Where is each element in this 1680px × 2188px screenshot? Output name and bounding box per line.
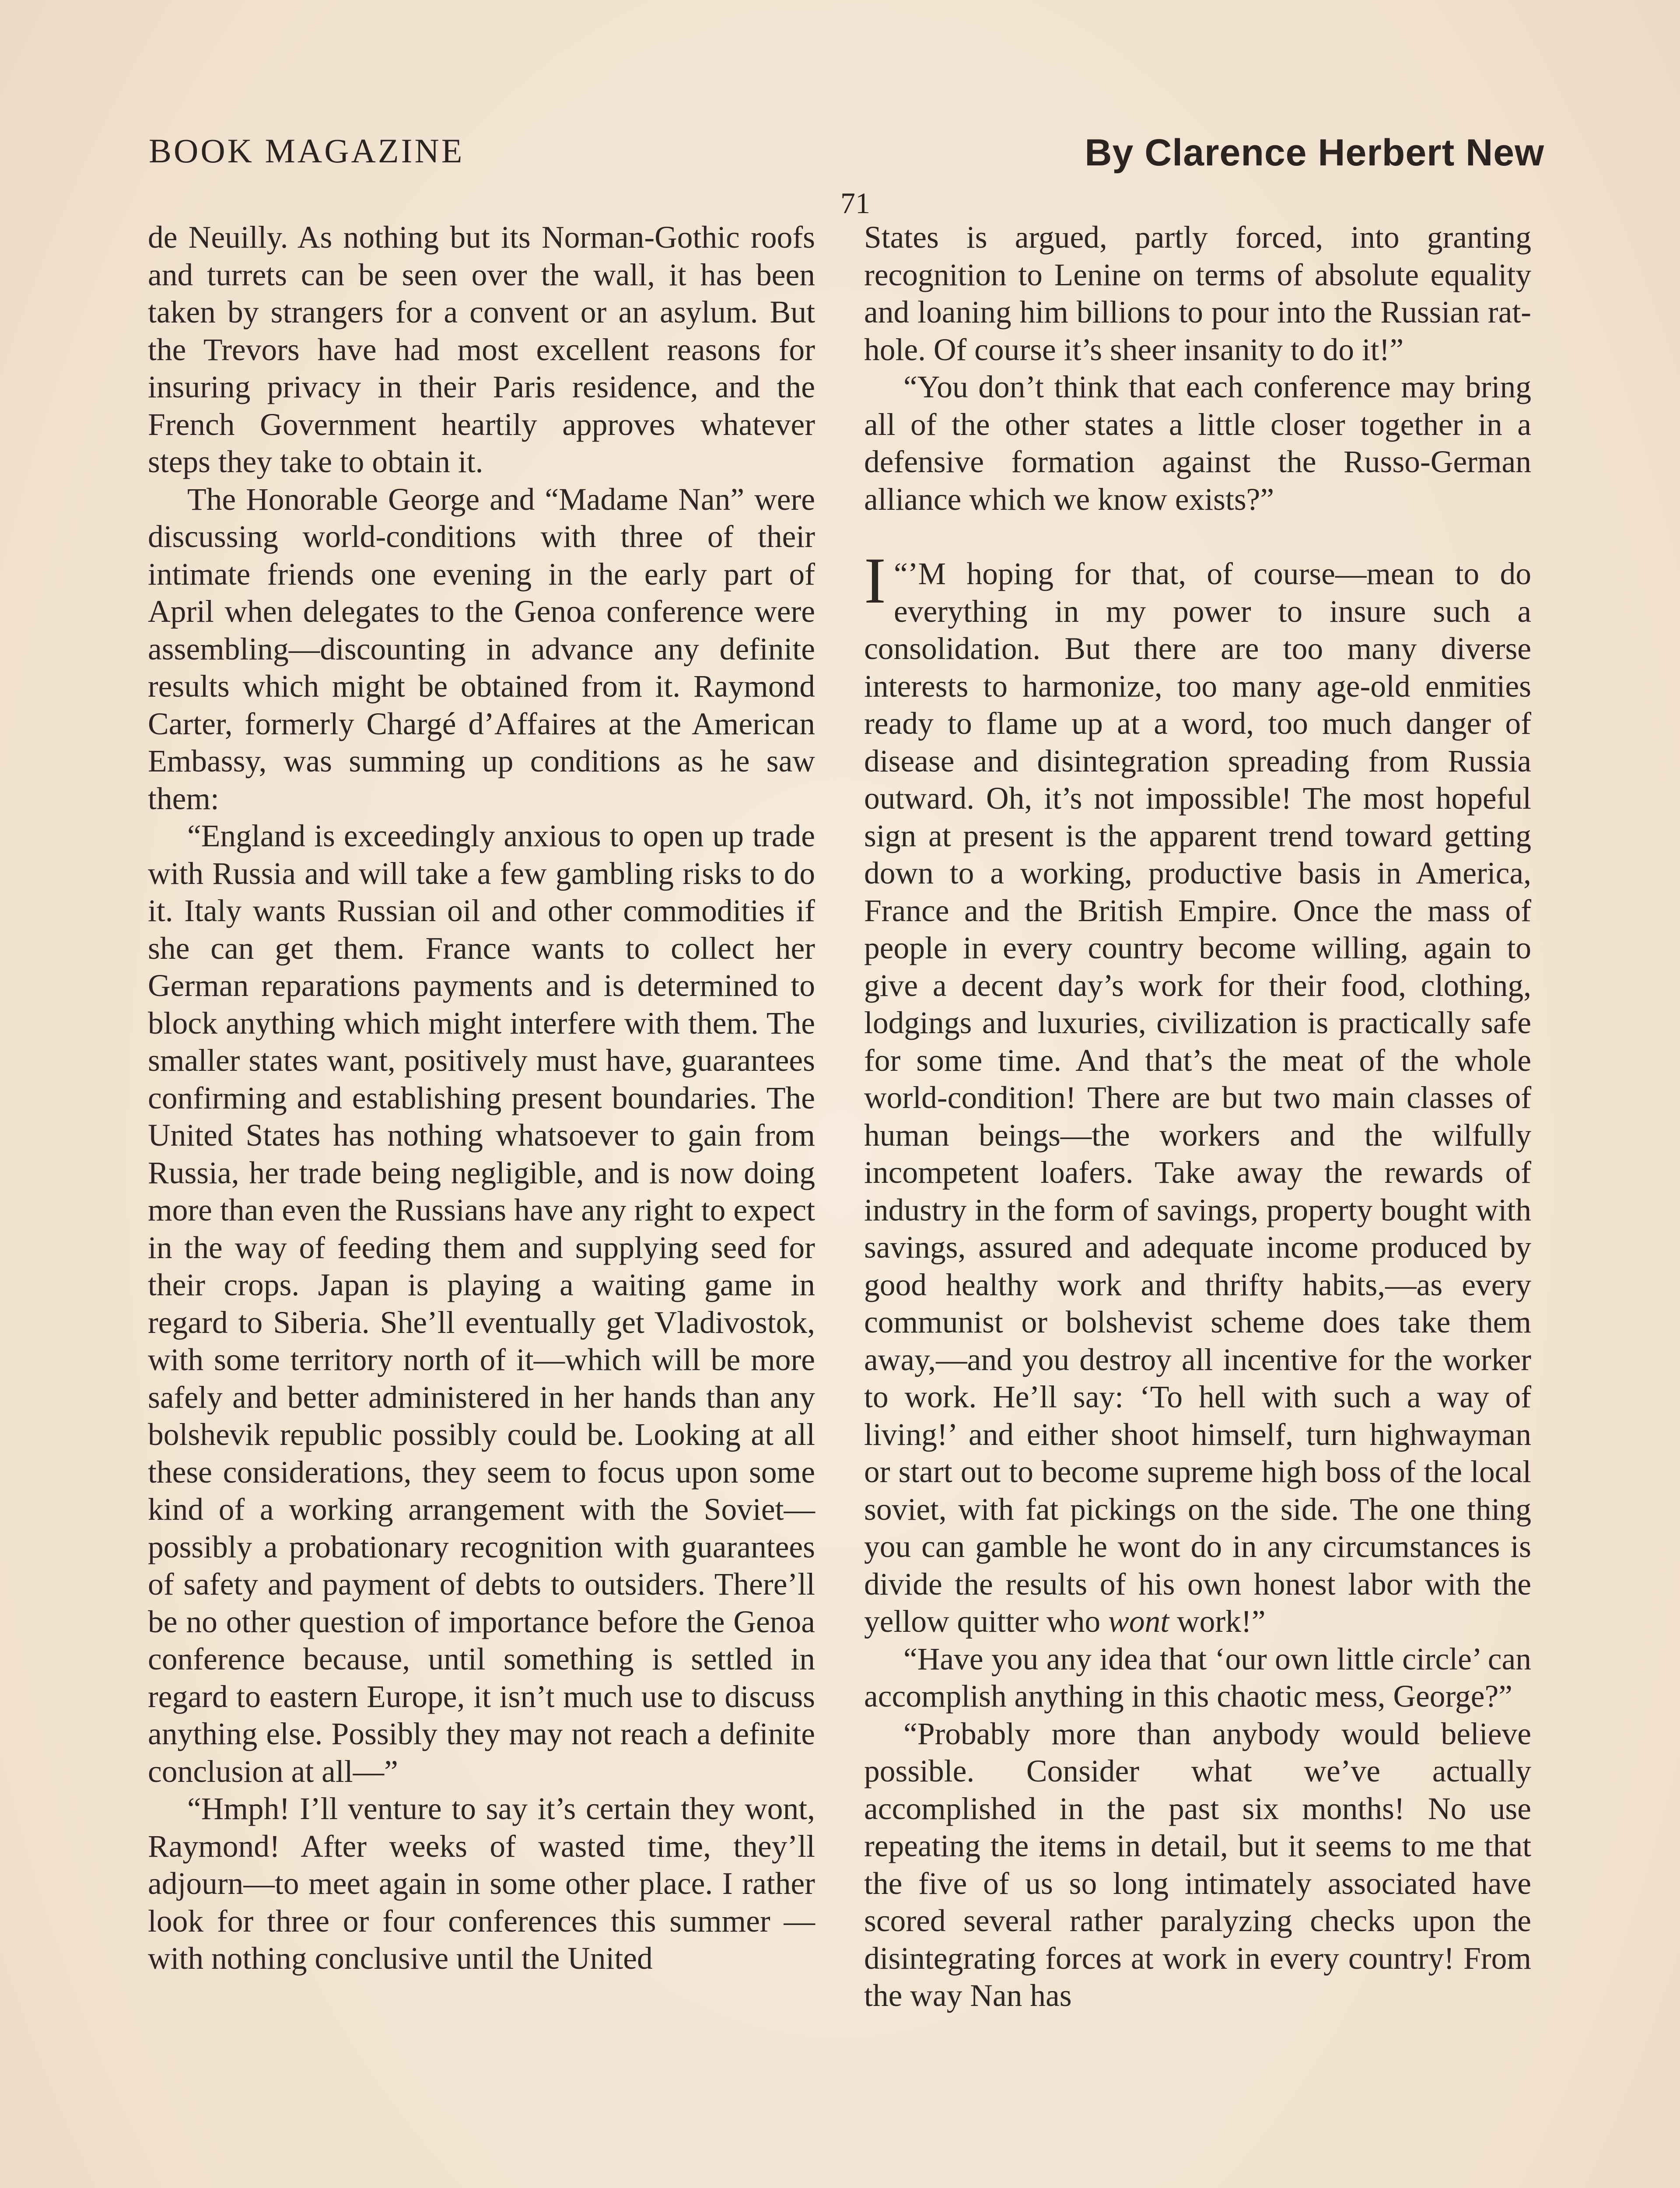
paragraph: “Have you any idea that ‘our own little circle’ can accomplish anything in this chaotic mess, George?” <box>864 1641 1531 1714</box>
paragraph: “England is exceedingly anxious to open up trade with Russia and will take a few gambling risks to do it. Italy wants Russian oil and other commodities if she can get them. France wants to collect her German reparations payments and is determined to block anything which might interfere with them. The smaller states want, positively must have, guarantees confirming and establishing present boundaries. The United States has nothing whatsoever to gain from Russia, her trade being negligible, and is now doing more than even the Russians have any right to expect in the way of feeding them and supplying seed for their crops. Japan is playing a waiting game in regard to Siberia. She’ll eventually get Vladivostok, with some territory north of it—which will be more safely and better administered in her hands than any bolshevik republic possibly could be. Looking at all these considerations, they seem to focus upon some kind of a working arrangement with the Soviet—possibly a probationary recognition with guarantees of safety and payment of debts to outsiders. There’ll be no other question of importance before the Genoa conference because, until something is settled in regard to eastern Europe, it isn’t much use to discuss anything else. Possibly they may not reach a definite conclusion at all—” <box>148 819 815 1789</box>
open-quote: “ <box>893 557 908 591</box>
paragraph: “Hmph! I’ll venture to say it’s certain they wont, Raymond! After weeks of wasted time, they’ll adjourn—to meet again in some other place. I rather look for three or four conferences this summer —with nothing conclusive until the United <box>148 1792 815 1976</box>
running-header-right: By Clarence Herbert New <box>1085 132 1544 174</box>
dropcap-paragraph-text: ’M hoping for that, of course—mean to do everything in my power to insure such a consolidation. But there are too many diverse interests to harmonize, too many age-old enmities ready to flame up at a word, too much danger of disease and disintegration spreading from Russia outward. Oh, it’s not impossible! The most hopeful sign at present is the apparent trend toward getting down to a working, productive basis in America, France and the British Empire. Once the mass of people in every country become willing, again to give a decent day’s work for their food, clothing, lodgings and luxuries, civilization is practically safe for some time. And that’s the meat of the whole world-condition! There are but two main classes of human beings—the workers and the wilfully incompetent loafers. Take away the rewards of industry in the form of savings, property bought with savings, assured and adequate income produced by good healthy work and thrifty habits,—as every communist or bolshevist scheme does take them away,—and you destroy all incentive for the worker to work. He’ll say: ‘To hell with such a way of living!’ and either shoot himself, turn highwayman or start out to become supreme high boss of the local soviet, with fat pickings on the side. The one thing you can gamble he wont do in any circumstances is divide the results of his own honest labor with the yellow quitter who <box>864 557 1531 1639</box>
drop-cap-letter: I <box>864 544 886 617</box>
paragraph: de Neuilly. As nothing but its Norman-Gothic roofs and turrets can be seen over the wall, it has been taken by strangers for a convent or an asylum. But the Trevors have had most excellent reasons for insuring privacy in their Paris residence, and the French Government heartily approves whatever steps they take to obtain it. <box>148 220 815 479</box>
section-break <box>864 518 1531 555</box>
running-header-left: BOOK MAGAZINE <box>149 132 465 170</box>
dropcap-paragraph-tail: work!” <box>1169 1604 1266 1639</box>
paragraph: “Probably more than anybody would believe possible. Consider what we’ve actually accomplished in the past six months! No use repeating the items in detail, but it seems to me that the five of us so long intimately associated have scored several rather paralyzing checks upon the disintegrating forces at work in every country! From the way Nan has <box>864 1716 1531 2013</box>
left-column <box>148 219 815 1978</box>
right-column <box>864 219 1531 2015</box>
paragraph: States is argued, partly forced, into granting recognition to Lenine on terms of absolute equality and loaning him billions to pour into the Russian rat-hole. Of course it’s sheer insanity to do it!” <box>864 220 1531 367</box>
paragraph: The Honorable George and “Madame Nan” were discussing world-conditions with three of their intimate friends one evening in the early part of April when delegates to the Genoa conference were assembling—discounting in advance any definite results which might be obtained from it. Raymond Carter, formerly Chargé d’Affaires at the American Embassy, was summing up conditions as he saw them: <box>148 482 815 816</box>
italic-word: wont <box>1108 1604 1169 1639</box>
paragraph: “You don’t think that each conference may bring all of the other states a little closer together in a defensive formation against the Russo-German alliance which we know exists?” <box>864 370 1531 517</box>
page-number: 71 <box>840 186 870 220</box>
dropcap-paragraph <box>864 544 1531 1641</box>
